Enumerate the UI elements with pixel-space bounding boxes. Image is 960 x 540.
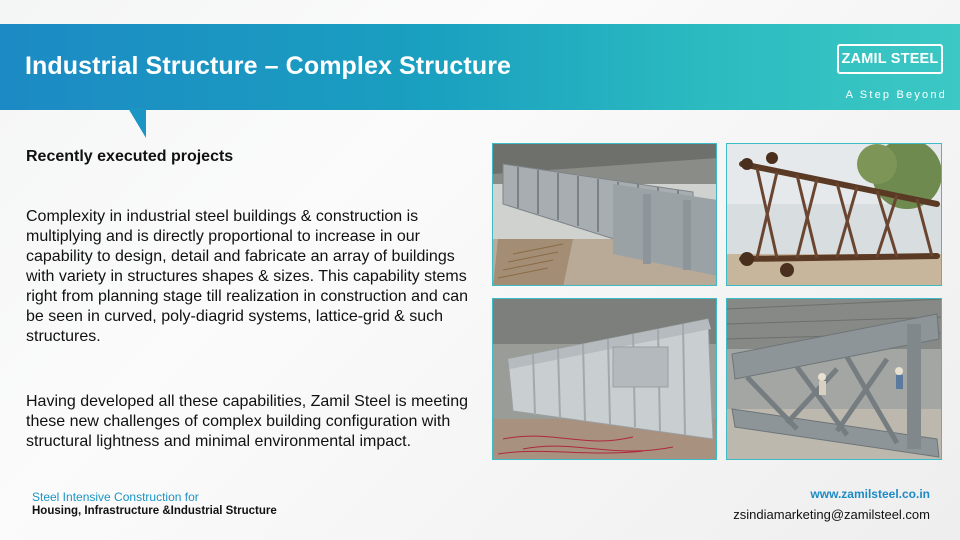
body-paragraph-2: Having developed all these capabilities, Zamil Steel is meeting these new challenges of complex building configuration with structural lightness and minimal environmental impact. bbox=[26, 393, 469, 450]
footer-website-link[interactable]: www.zamilsteel.co.in bbox=[810, 487, 930, 501]
footer-tagline-line-1: Steel Intensive Construction for bbox=[32, 490, 199, 504]
project-photo-lattice-truss bbox=[726, 143, 942, 286]
body-paragraph-1: Complexity in industrial steel buildings & construction is multiplying and is directly proportional to increase in our capability to design, detail and fabricate an array of buildings with variety in structures shapes & sizes. This capability stems right from planning stage till realization in construction and can be seen in curved, poly-diagrid systems, lattice-grid & such structures. bbox=[26, 208, 469, 345]
company-logo bbox=[837, 44, 943, 74]
logo-tagline: A Step Beyond bbox=[845, 89, 947, 101]
footer-email-link[interactable]: zsindiamarketing@zamilsteel.com bbox=[733, 507, 930, 522]
project-photo-plate-girders bbox=[492, 143, 717, 286]
logo-text: ZAMIL STEEL bbox=[841, 51, 939, 67]
project-photo-diagrid-frame bbox=[726, 298, 942, 460]
banner-notch bbox=[110, 108, 146, 138]
page-title: Industrial Structure – Complex Structure bbox=[25, 52, 512, 80]
section-subheading: Recently executed projects bbox=[26, 148, 234, 165]
footer-tagline-line-2: Housing, Infrastructure &Industrial Structure bbox=[32, 505, 277, 517]
project-photo-box-girder bbox=[492, 298, 717, 460]
